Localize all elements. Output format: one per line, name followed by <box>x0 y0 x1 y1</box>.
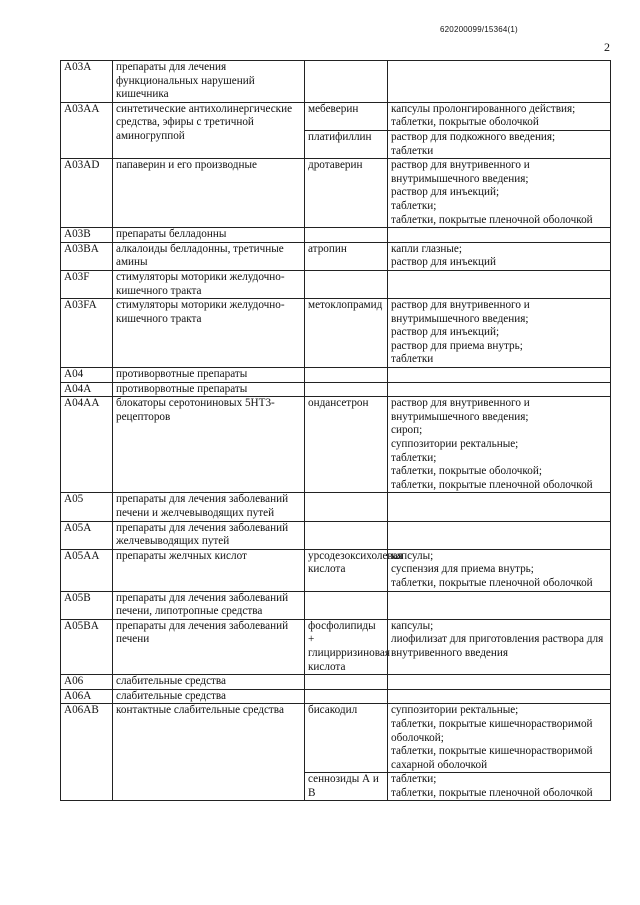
dosage-form-item: суспензия для приема внутрь; <box>391 563 534 576</box>
table-row <box>61 591 611 619</box>
dosage-form-item: раствор для внутривенного и внутримышечного введения; <box>391 299 530 325</box>
drug-name-cell <box>305 493 388 521</box>
atc-code-cell: A05BA <box>61 619 113 674</box>
dosage-form-cell <box>388 299 611 368</box>
dosage-form-item: раствор для внутривенного и внутримышечного введения; <box>391 397 530 423</box>
table-row <box>61 102 611 130</box>
table-row <box>61 397 611 493</box>
drug-name-cell: ондансетрон <box>305 397 388 493</box>
drug-name-cell <box>305 270 388 298</box>
dosage-form-item: сироп; <box>391 424 423 437</box>
dosage-form-item: таблетки, покрытые пленочной оболочкой <box>391 213 593 226</box>
pharm-group-cell: препараты для лечения заболеваний печени <box>113 619 305 674</box>
dosage-form-item: таблетки, покрытые пленочной оболочкой <box>391 786 593 799</box>
drug-name-cell <box>305 689 388 704</box>
dosage-form-cell <box>388 228 611 243</box>
dosage-form-item: раствор для приема внутрь; <box>391 339 523 352</box>
dosage-form-item: таблетки <box>391 353 434 366</box>
table-row <box>61 242 611 270</box>
drug-name-cell: бисакодил <box>305 704 388 773</box>
drug-name-cell <box>305 675 388 690</box>
drug-name-cell <box>305 61 388 103</box>
dosage-form-item: капсулы; <box>391 619 434 632</box>
atc-code-cell: A03BA <box>61 242 113 270</box>
atc-code-cell: A06AB <box>61 704 113 801</box>
dosage-form-item: таблетки, покрытые оболочкой <box>391 116 539 129</box>
table-row <box>61 493 611 521</box>
dosage-form-item: таблетки, покрытые пленочной оболочкой <box>391 478 593 491</box>
pharm-group-cell: препараты для лечения функциональных нарушений кишечника <box>113 61 305 103</box>
dosage-form-cell <box>388 61 611 103</box>
pharm-group-cell: противорвотные препараты <box>113 382 305 397</box>
pharm-group-cell: синтетические антихолинергические средства, эфиры с третичной аминогруппой <box>113 102 305 158</box>
table-row <box>61 368 611 383</box>
dosage-form-cell <box>388 521 611 549</box>
drug-name-cell <box>305 382 388 397</box>
drug-name-cell: фосфолипиды + глицирризиновая кислота <box>305 619 388 674</box>
dosage-form-cell <box>388 397 611 493</box>
atc-code-cell: A04 <box>61 368 113 383</box>
pharm-group-cell: препараты белладонны <box>113 228 305 243</box>
dosage-form-cell <box>388 159 611 228</box>
pharm-group-cell: противорвотные препараты <box>113 368 305 383</box>
atc-code-cell: A06 <box>61 675 113 690</box>
pharm-group-cell: препараты желчных кислот <box>113 549 305 591</box>
drug-classification-table <box>60 60 611 801</box>
drug-name-cell: урсодезоксихолевая кислота <box>305 549 388 591</box>
drug-name-cell: мебеверин <box>305 102 388 130</box>
dosage-form-item: раствор для инъекций; <box>391 326 500 339</box>
drug-name-cell <box>305 228 388 243</box>
dosage-form-item: таблетки; <box>391 773 437 786</box>
dosage-form-item: суппозитории ректальные; <box>391 704 519 717</box>
atc-code-cell: A03AA <box>61 102 113 158</box>
atc-code-cell: A04AA <box>61 397 113 493</box>
dosage-form-item: таблетки, покрытые кишечнорастворимой сахарной оболочкой <box>391 745 593 771</box>
atc-code-cell: A03FA <box>61 299 113 368</box>
dosage-form-cell <box>388 368 611 383</box>
drug-name-cell: сеннозиды А и В <box>305 773 388 801</box>
dosage-form-item: раствор для инъекций; <box>391 186 500 199</box>
atc-code-cell: A05AA <box>61 549 113 591</box>
atc-code-cell: A03A <box>61 61 113 103</box>
drug-name-cell: атропин <box>305 242 388 270</box>
dosage-form-cell <box>388 675 611 690</box>
dosage-form-cell <box>388 102 611 130</box>
atc-code-cell: A04A <box>61 382 113 397</box>
table-row <box>61 61 611 103</box>
pharm-group-cell: препараты для лечения заболеваний желчевыводящих путей <box>113 521 305 549</box>
drug-name-cell <box>305 368 388 383</box>
pharm-group-cell: слабительные средства <box>113 675 305 690</box>
dosage-form-cell <box>388 773 611 801</box>
dosage-form-item: лиофилизат для приготовления раствора для внутривенного введения <box>391 633 604 659</box>
dosage-form-cell <box>388 619 611 674</box>
dosage-form-item: таблетки; <box>391 199 437 212</box>
dosage-form-cell <box>388 493 611 521</box>
pharm-group-cell: контактные слабительные средства <box>113 704 305 801</box>
dosage-form-item: капсулы пролонгированного действия; <box>391 102 576 115</box>
table-row <box>61 228 611 243</box>
dosage-form-cell <box>388 270 611 298</box>
dosage-form-cell <box>388 242 611 270</box>
pharm-group-cell: препараты для лечения заболеваний печени и желчевыводящих путей <box>113 493 305 521</box>
atc-code-cell: A05 <box>61 493 113 521</box>
document-number: 620200099/15364(1) <box>440 25 518 34</box>
table-row <box>61 382 611 397</box>
page-number: 2 <box>604 40 610 54</box>
pharm-group-cell: папаверин и его производные <box>113 159 305 228</box>
dosage-form-cell <box>388 704 611 773</box>
dosage-form-item: таблетки <box>391 144 434 157</box>
pharm-group-cell: слабительные средства <box>113 689 305 704</box>
dosage-form-item: раствор для инъекций <box>391 256 496 269</box>
table-row <box>61 549 611 591</box>
dosage-form-item: таблетки, покрытые кишечнорастворимой оболочкой; <box>391 717 593 744</box>
atc-code-cell: A05A <box>61 521 113 549</box>
table-row <box>61 159 611 228</box>
atc-code-cell: A03B <box>61 228 113 243</box>
pharm-group-cell: препараты для лечения заболеваний печени, липотропные средства <box>113 591 305 619</box>
table-row <box>61 521 611 549</box>
pharm-group-cell: стимуляторы моторики желудочно-кишечного тракта <box>113 270 305 298</box>
drug-name-cell: дротаверин <box>305 159 388 228</box>
drug-name-cell <box>305 521 388 549</box>
dosage-form-cell <box>388 549 611 591</box>
table-row <box>61 704 611 773</box>
table-row <box>61 299 611 368</box>
dosage-form-item: таблетки, покрытые оболочкой; <box>391 465 542 478</box>
table-row <box>61 689 611 704</box>
atc-code-cell: A05B <box>61 591 113 619</box>
dosage-form-item: суппозитории ректальные; <box>391 438 519 451</box>
pharm-group-cell: стимуляторы моторики желудочно-кишечного тракта <box>113 299 305 368</box>
table-row <box>61 270 611 298</box>
dosage-form-cell <box>388 130 611 158</box>
table-body <box>61 61 611 801</box>
dosage-form-cell <box>388 382 611 397</box>
drug-name-cell <box>305 591 388 619</box>
drug-name-cell: платифиллин <box>305 130 388 158</box>
dosage-form-cell <box>388 689 611 704</box>
table-row <box>61 619 611 674</box>
dosage-form-item: раствор для подкожного введения; <box>391 130 556 143</box>
drug-name-cell: метоклопрамид <box>305 299 388 368</box>
dosage-form-item: капли глазные; <box>391 242 463 255</box>
dosage-form-item: капсулы; <box>391 549 434 562</box>
pharm-group-cell: блокаторы серотониновых 5HT3-рецепторов <box>113 397 305 493</box>
table-row <box>61 675 611 690</box>
atc-code-cell: A03AD <box>61 159 113 228</box>
pharm-group-cell: алкалоиды белладонны, третичные амины <box>113 242 305 270</box>
dosage-form-item: таблетки, покрытые пленочной оболочкой <box>391 576 593 589</box>
atc-code-cell: A06A <box>61 689 113 704</box>
dosage-form-item: таблетки; <box>391 451 437 464</box>
atc-code-cell: A03F <box>61 270 113 298</box>
dosage-form-cell <box>388 591 611 619</box>
dosage-form-item: раствор для внутривенного и внутримышечного введения; <box>391 159 530 185</box>
